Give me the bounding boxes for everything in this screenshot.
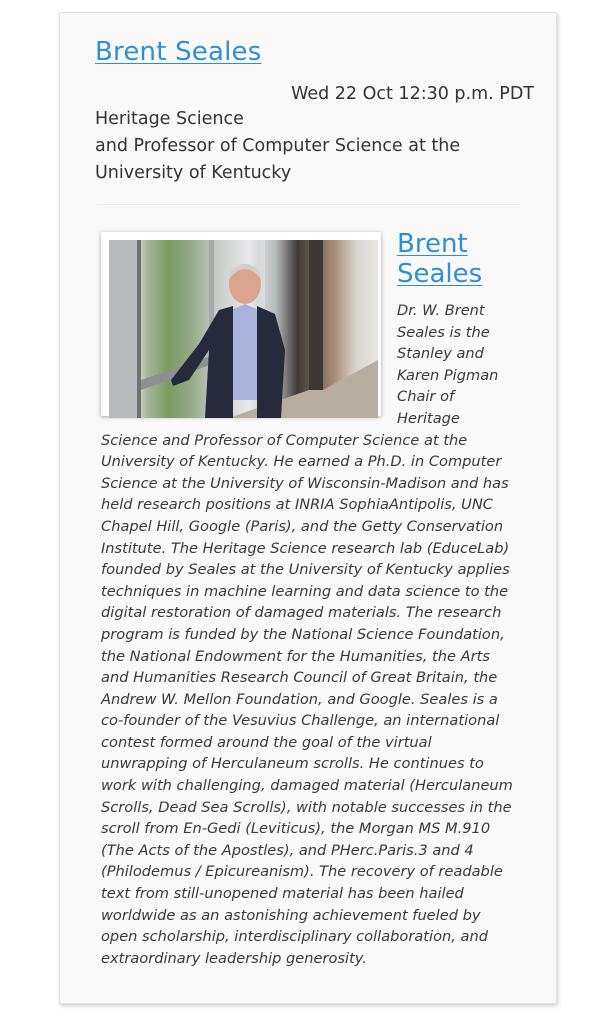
affiliation-line: and Professor of Computer Science at the [95, 136, 461, 156]
photo-illustration [109, 240, 378, 418]
affiliation-line: University of Kentucky [95, 163, 292, 183]
speaker-name-link[interactable]: Brent Seales [95, 37, 262, 67]
speaker-affiliation [95, 106, 515, 187]
person-jacket-right [257, 306, 285, 418]
speaker-photo [109, 240, 378, 418]
speaker-card [59, 12, 557, 1004]
window-mullion [137, 240, 141, 418]
speaker-bio [101, 229, 521, 969]
affiliation-line: Heritage Science [95, 109, 244, 129]
speaker-photo-frame [101, 232, 381, 416]
bio-name-link[interactable]: Brent Seales [397, 229, 483, 289]
session-datetime: Wed 22 Oct 12:30 p.m. PDT [291, 84, 534, 104]
bio-text: Dr. W. Brent Seales is the Stanley and Karen Pigman Chair of Heritage Science and Professor of Computer Science at the University of Kentucky. He earned a Ph.D. in Computer Science at the University of Wisconsin-Madison and has held research positions at INRIA SophiaAntipolis, UNC Chapel Hill, Google (Paris), and the Getty Conservation Institute. The Heritage Science research lab (EduceLab) founded by Seales at the University of Kentucky applies techniques in machine learning and data science to the digital restoration of damaged materials. The research program is funded by the National Science Foundation, the National Endowment for the Humanities, the Arts and Humanities Research Council of Great Britain, the Andrew W. Mellon Foundation, and Google. Seales is a co-founder of the Vesuvius Challenge, an international contest formed around the goal of the virtual unwrapping of Herculaneum scrolls. He continues to work with challenging, damaged material (Herculaneum Scrolls, Dead Sea Scrolls), with notable successes in the scroll from En-Gedi (Leviticus), the Morgan MS M.910 (The Acts of the Apostles), and PHerc.Paris.3 and 4 (Philodemus / Epicureanism). The recovery of readable text from still-unopened material has been hailed worldwide as an astonishing achievement fueled by open scholarship, interdisciplinary collaboration, and extraordinary leadership generosity. [101, 302, 513, 967]
window-pillar [109, 240, 137, 418]
person-shirt [231, 304, 259, 400]
hall-column [309, 240, 323, 390]
divider [97, 204, 520, 205]
